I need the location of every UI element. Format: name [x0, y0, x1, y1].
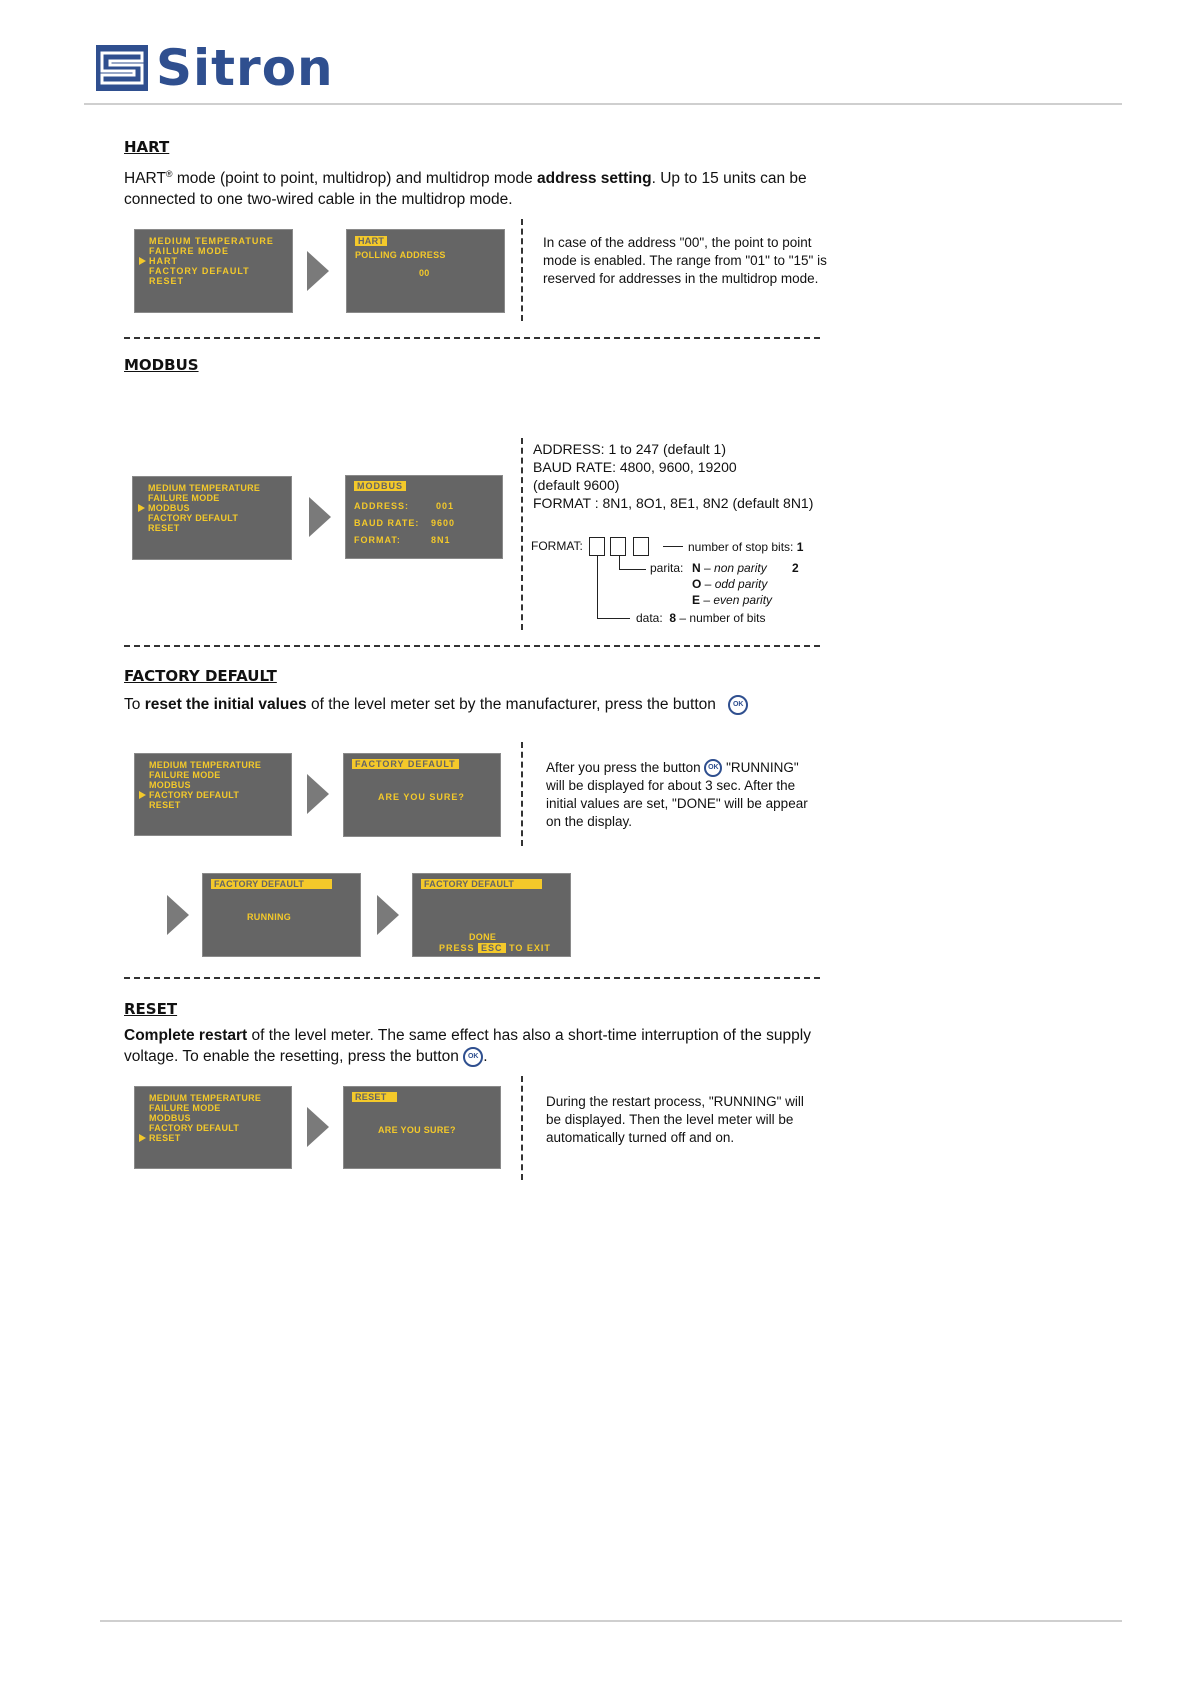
- menu-item-selected: HART: [149, 256, 178, 266]
- section-divider: [124, 645, 820, 647]
- menu-item: MEDIUM TEMPERATURE: [149, 760, 262, 770]
- reset-confirm-screen: [343, 1086, 501, 1169]
- hart-note: In case of the address "00", the point to point mode is enabled. The range from "01" to "15" is reserved for addresses in the multidrop mode.: [543, 235, 827, 286]
- menu-cursor-icon: [139, 791, 146, 799]
- address-value: 001: [436, 501, 455, 511]
- menu-item: RESET: [149, 276, 185, 286]
- menu-item: FAILURE MODE: [148, 493, 220, 503]
- menu-item: MODBUS: [149, 1113, 191, 1123]
- menu-item: FAILURE MODE: [149, 246, 230, 256]
- parity-label: parita:: [650, 561, 684, 575]
- confirm-text: ARE YOU SURE?: [378, 792, 465, 802]
- hart-description: HART® mode (point to point, multidrop) and multidrop mode address setting. Up to 15 units can be connected to one two-wired cable in the multidrop mode.: [124, 169, 807, 209]
- menu-cursor-icon: [139, 257, 146, 265]
- section-divider: [124, 977, 820, 979]
- format-diagram-label: FORMAT:: [531, 539, 583, 553]
- factory-done-screen: [412, 873, 571, 957]
- format-box: [610, 537, 626, 556]
- factory-note: After you press the button OK "RUNNING" will be displayed for about 3 sec. After the initial values are set, "DONE" will be appear on the display.: [546, 760, 808, 830]
- baud-rate-label: BAUD RATE:: [354, 518, 420, 528]
- menu-item: FACTORY DEFAULT: [149, 1123, 240, 1133]
- header-divider: [84, 103, 1122, 105]
- screen-title: FACTORY DEFAULT: [211, 879, 332, 889]
- modbus-note: ADDRESS: 1 to 247 (default 1) BAUD RATE: 4800, 9600, 19200 (default 9600) FORMAT : 8N1, 8O1, 8E1, 8N2 (default 8N1): [533, 441, 814, 511]
- esc-key-label: ESC: [478, 943, 506, 953]
- confirm-text: ARE YOU SURE?: [378, 1125, 456, 1135]
- factory-confirm-screen: [343, 753, 501, 837]
- menu-item: MODBUS: [149, 780, 191, 790]
- menu-item-selected: MODBUS: [148, 503, 190, 513]
- factory-default-description: To reset the initial values of the level meter set by the manufacturer, press the button OK: [124, 694, 864, 715]
- screen-title: MODBUS: [354, 481, 406, 491]
- column-divider: [521, 742, 523, 846]
- menu-item: FACTORY DEFAULT: [149, 266, 250, 276]
- sitron-logo: [96, 39, 334, 97]
- column-divider: [521, 1076, 523, 1180]
- ok-button-icon: OK: [728, 695, 748, 715]
- next-arrow-icon: [307, 1107, 329, 1147]
- data-bits: data: 8 – number of bits: [636, 611, 766, 625]
- parity-o: O – odd parity: [692, 577, 768, 591]
- format-box: [589, 537, 605, 556]
- parity-e: E – even parity: [692, 593, 773, 607]
- menu-item: FAILURE MODE: [149, 1103, 221, 1113]
- reset-description: Complete restart of the level meter. The same effect has also a short-time interruption of the supply voltage. To enable the resetting, press the button OK .: [124, 1027, 811, 1065]
- screen-title: FACTORY DEFAULT: [352, 759, 459, 769]
- menu-item: FACTORY DEFAULT: [148, 513, 239, 523]
- screen-title: HART: [355, 236, 387, 246]
- stop-bits-label: number of stop bits: 1: [688, 540, 804, 554]
- menu-item: MEDIUM TEMPERATURE: [149, 1093, 262, 1103]
- modbus-heading: MODBUS: [124, 356, 199, 374]
- menu-cursor-icon: [138, 504, 145, 512]
- column-divider: [521, 219, 523, 321]
- factory-default-heading: FACTORY DEFAULT: [124, 667, 277, 685]
- format-box: [633, 537, 649, 556]
- press-esc-text: PRESS ESC TO EXIT: [439, 943, 551, 953]
- sitron-logo-mark-icon: [96, 45, 148, 91]
- reset-heading: RESET: [124, 1000, 178, 1018]
- menu-item: RESET: [148, 523, 180, 533]
- screen-title: FACTORY DEFAULT: [421, 879, 542, 889]
- hart-heading: HART: [124, 138, 170, 156]
- menu-item: MEDIUM TEMPERATURE: [149, 236, 274, 246]
- baud-rate-value: 9600: [431, 518, 456, 528]
- parity-n: N – non parity: [692, 561, 767, 575]
- reset-menu-screen: [134, 1086, 292, 1169]
- next-arrow-icon: [307, 251, 329, 291]
- footer-divider: [100, 1620, 1122, 1622]
- section-divider: [124, 337, 820, 339]
- menu-item: MEDIUM TEMPERATURE: [148, 483, 261, 493]
- done-text: DONE: [469, 932, 497, 942]
- factory-menu-screen: [134, 753, 292, 836]
- sitron-logo-text: Sitron: [156, 39, 334, 97]
- polling-address-value: 00: [419, 268, 430, 278]
- hart-menu-screen: [134, 229, 293, 313]
- reset-note: During the restart process, "RUNNING" will be displayed. Then the level meter will be automatically turned off and on.: [546, 1094, 804, 1145]
- next-arrow-icon: [307, 774, 329, 814]
- stop-bits-2: 2: [792, 561, 799, 575]
- next-arrow-icon: [377, 895, 399, 935]
- menu-item-selected: RESET: [149, 1133, 181, 1143]
- address-label: ADDRESS:: [354, 501, 410, 511]
- menu-item: FAILURE MODE: [149, 770, 221, 780]
- hart-polling-screen: [346, 229, 505, 313]
- menu-item: RESET: [149, 800, 181, 810]
- menu-item-selected: FACTORY DEFAULT: [149, 790, 240, 800]
- ok-button-icon: OK: [704, 759, 722, 777]
- next-arrow-icon: [309, 497, 331, 537]
- modbus-settings-screen: [345, 475, 503, 559]
- column-divider: [521, 438, 523, 630]
- format-label: FORMAT:: [354, 535, 401, 545]
- screen-title: RESET: [352, 1092, 397, 1102]
- modbus-menu-screen: [132, 476, 292, 560]
- running-text: RUNNING: [247, 912, 292, 922]
- menu-cursor-icon: [139, 1134, 146, 1142]
- polling-address-label: POLLING ADDRESS: [355, 250, 446, 260]
- factory-running-screen: [202, 873, 361, 957]
- next-arrow-icon: [167, 895, 189, 935]
- format-value: 8N1: [431, 535, 451, 545]
- ok-button-icon: OK: [463, 1047, 483, 1067]
